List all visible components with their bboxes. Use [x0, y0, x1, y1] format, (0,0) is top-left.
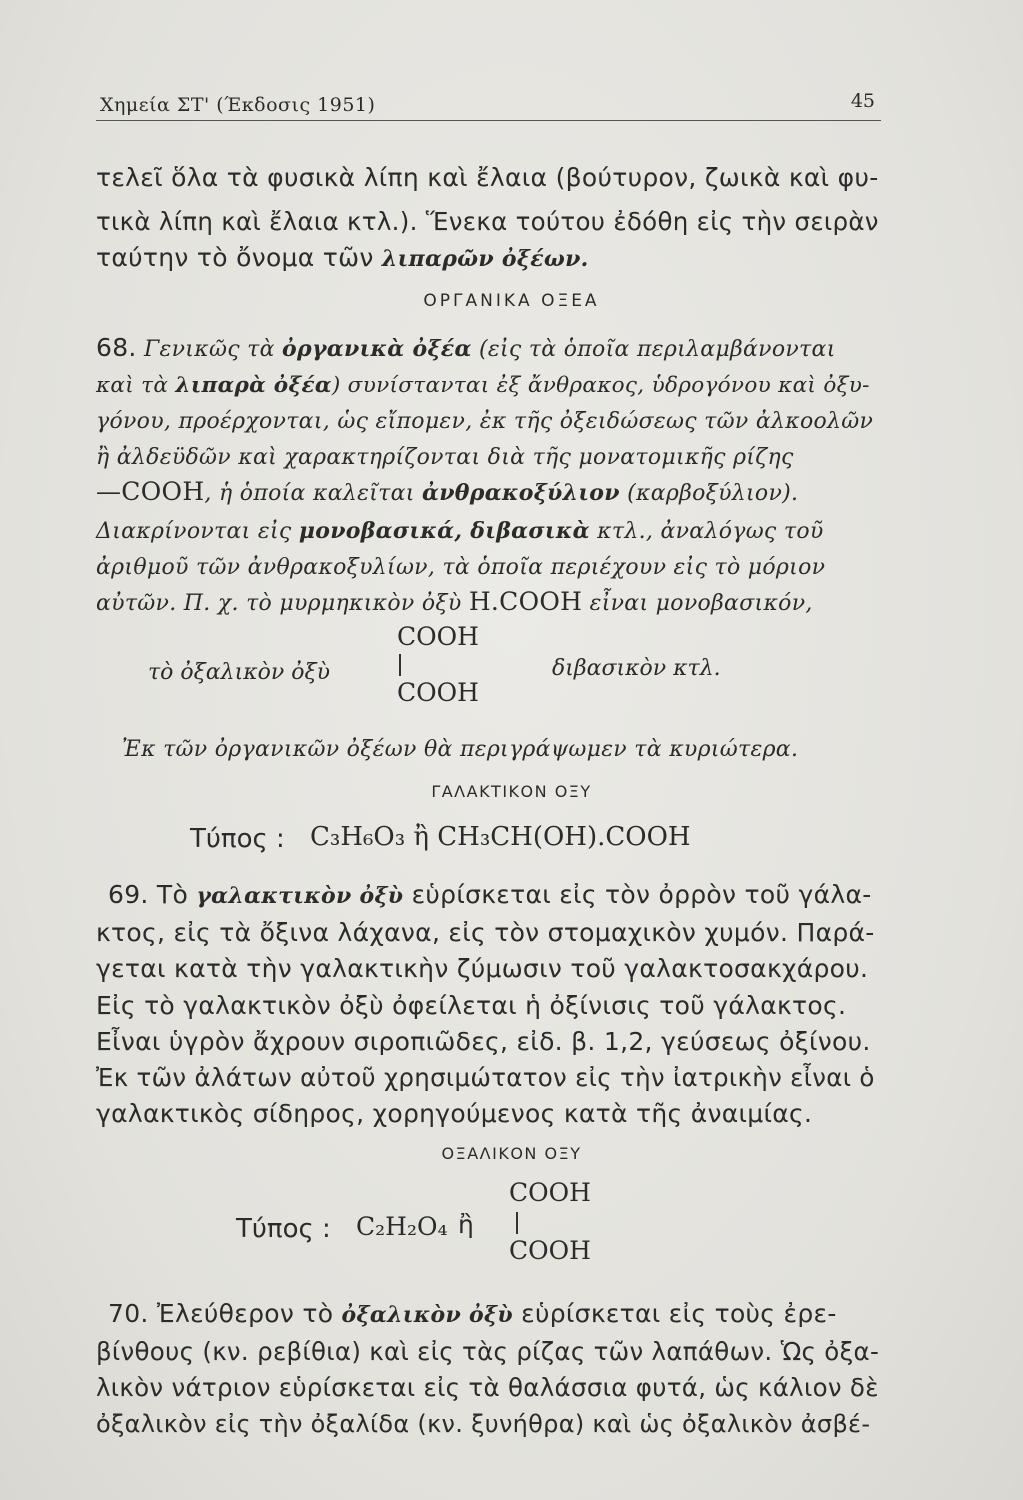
text-line	[122, 730, 907, 768]
struct-top: COOH	[397, 622, 479, 651]
emphasis-term: γαλακτικὸν ὀξὺ	[196, 883, 404, 909]
text-line: λικὸν νάτριον εὑρίσκεται εἰς τὰ θαλάσσια φυτά, ὡς κάλιον δὲ	[96, 1373, 879, 1402]
emphasis-term: λιπαρὰ ὀξέα	[175, 373, 332, 398]
text-line	[96, 584, 881, 622]
paragraph-number: 70.	[108, 1299, 149, 1328]
text-line: τικὰ λίπη καὶ ἔλαια κτλ.). Ἕνεκα τούτου ἐδόθη εἰς τὴν σειρὰν	[96, 207, 879, 236]
text-span: ἀριθμοῦ τῶν ἀνθρακοξυλίων, τὰ ὁποῖα περιέχουν εἰς τὸ μόριον	[96, 555, 826, 580]
text-line: κτος, εἰς τὰ ὄξινα λάχανα, εἰς τὸν στομαχικὸν χυμόν. Παρά-	[96, 918, 875, 947]
page-number: 45	[850, 90, 875, 112]
section-heading-oxalic: ΟΞΑΛΙΚΟΝ ΟΞΥ	[441, 1144, 582, 1163]
emphasis-term: ἀνθρακοξύλιον	[422, 480, 620, 506]
text-line	[108, 877, 881, 914]
text-span: εὑρίσκεται εἰς τὸν ὀρρὸν τοῦ γάλα-	[403, 880, 872, 909]
text-line	[108, 1296, 881, 1333]
carboxyl-formula: —COOH	[96, 477, 205, 506]
dibasic-label: διβασικὸν κτλ.	[552, 656, 721, 681]
text-span: εἶναι μονοβασικόν,	[582, 591, 813, 616]
paragraph-number: 69.	[108, 880, 149, 909]
emphasis-term: λιπαρῶν ὀξέων.	[381, 246, 589, 272]
running-head-title: Χημεία ΣΤ' (Έκδοσις 1951)	[100, 94, 376, 116]
text-span: εὑρίσκεται εἰς τοὺς ἐρε-	[512, 1299, 837, 1328]
text-line: ὀξαλικὸν εἰς τὴν ὀξαλίδα (κν. ξυνήθρα) καὶ ὡς ὀξαλικὸν ἀσβέ-	[96, 1410, 871, 1438]
text-line: γεται κατὰ τὴν γαλακτικὴν ζύμωσιν τοῦ γαλακτοσακχάρου.	[96, 954, 869, 983]
text-span: (καρβοξύλιον).	[619, 481, 799, 506]
text-span: καὶ τὰ	[96, 373, 176, 398]
emphasis-term: ὀργανικὰ ὀξέα	[282, 336, 472, 362]
text-line	[96, 512, 881, 550]
emphasis-term: ὀξαλικὸν ὀξὺ	[341, 1302, 513, 1328]
emphasis-term: μονοβασικά, διβασικὰ	[298, 518, 590, 544]
oxalic-formula: C₂H₂O₄	[356, 1212, 448, 1241]
bond-line	[399, 654, 401, 676]
running-head	[96, 88, 881, 121]
text-line	[96, 366, 881, 404]
text-span: (εἰς τὰ ὁποῖα περιλαμβάνονται	[471, 337, 836, 362]
formula-label: Τύπος :	[236, 1214, 331, 1244]
text-span: κτλ., ἀναλόγως τοῦ	[589, 519, 824, 544]
text-line: Εἰς τὸ γαλακτικὸν ὀξὺ ὀφείλεται ἡ ὀξίνισις τοῦ γάλακτος.	[96, 991, 847, 1020]
text-line: βίνθους (κν. ρεβίθια) καὶ εἰς τὰς ρίζας τῶν λαπάθων. Ὡς ὀξα-	[96, 1337, 880, 1366]
section-heading-organic: ΟΡΓΑΝΙΚΑ ΟΞΕΑ	[423, 291, 600, 311]
text-line	[96, 438, 881, 476]
text-line: Ἐκ τῶν ἀλάτων αὐτοῦ χρησιμώτατον εἰς τὴν ἰατρικὴν εἶναι ὁ	[96, 1063, 875, 1092]
text-span: Ἐκ τῶν ὀργανικῶν ὀξέων θὰ περιγράψωμεν τὰ κυριώτερα.	[122, 737, 799, 762]
text-span: ταύτην τὸ ὄνομα τῶν	[96, 243, 382, 272]
paragraph-number: 68.	[96, 333, 137, 362]
text-line: Εἶναι ὑγρὸν ἄχρουν σιροπιῶδες, εἰδ. β. 1,2, γεύσεως ὀξίνου.	[96, 1027, 871, 1056]
struct-bottom: COOH	[509, 1236, 591, 1265]
formula-label: Τύπος :	[190, 824, 285, 854]
text-span: Διακρίνονται εἰς	[96, 519, 299, 544]
text-span: Τὸ	[148, 880, 197, 909]
bond-line	[516, 1212, 518, 1234]
text-span: ἢ ἀλδεϋδῶν καὶ χαρακτηρίζονται διὰ τῆς μονατομικῆς ρίζης	[96, 445, 794, 470]
text-span: ) συνίστανται ἐξ ἄνθρακος, ὑδρογόνου καὶ ὀξυ-	[331, 373, 870, 398]
text-line: γαλακτικὸς σίδηρος, χορηγούμενος κατὰ τῆς ἀναιμίας.	[96, 1099, 813, 1128]
text-line	[96, 474, 881, 512]
oxalic-label: τὸ ὀξαλικὸν ὀξὺ	[148, 660, 330, 685]
or-word: ἢ	[458, 1210, 474, 1239]
text-span: γόνου, προέρχονται, ὡς εἴπομεν, ἐκ τῆς ὀξειδώσεως τῶν ἀλκοολῶν	[96, 409, 874, 434]
text-line: τελεῖ ὅλα τὰ φυσικὰ λίπη καὶ ἔλαια (βούτυρον, ζωικὰ καὶ φυ-	[96, 163, 879, 192]
formic-formula: H.COOH	[468, 587, 583, 616]
text-line	[96, 330, 881, 368]
text-line	[96, 402, 881, 440]
lactic-formula: C₃H₆O₃ ἢ CH₃CH(OH).COOH	[310, 822, 691, 852]
text-span: Ἐλεύθερον τὸ	[148, 1299, 342, 1328]
struct-bottom: COOH	[397, 678, 479, 707]
text-span: αὐτῶν. Π. χ. τὸ μυρμηκικὸν ὀξὺ	[96, 591, 469, 616]
text-line	[96, 548, 881, 586]
text-line	[96, 240, 881, 277]
struct-top: COOH	[509, 1178, 591, 1207]
text-span: Γενικῶς τὰ	[136, 337, 283, 362]
section-heading-lactic: ΓΑΛΑΚΤΙΚΟΝ ΟΞΥ	[431, 782, 592, 801]
text-span: , ἡ ὁποία καλεῖται	[204, 481, 423, 506]
